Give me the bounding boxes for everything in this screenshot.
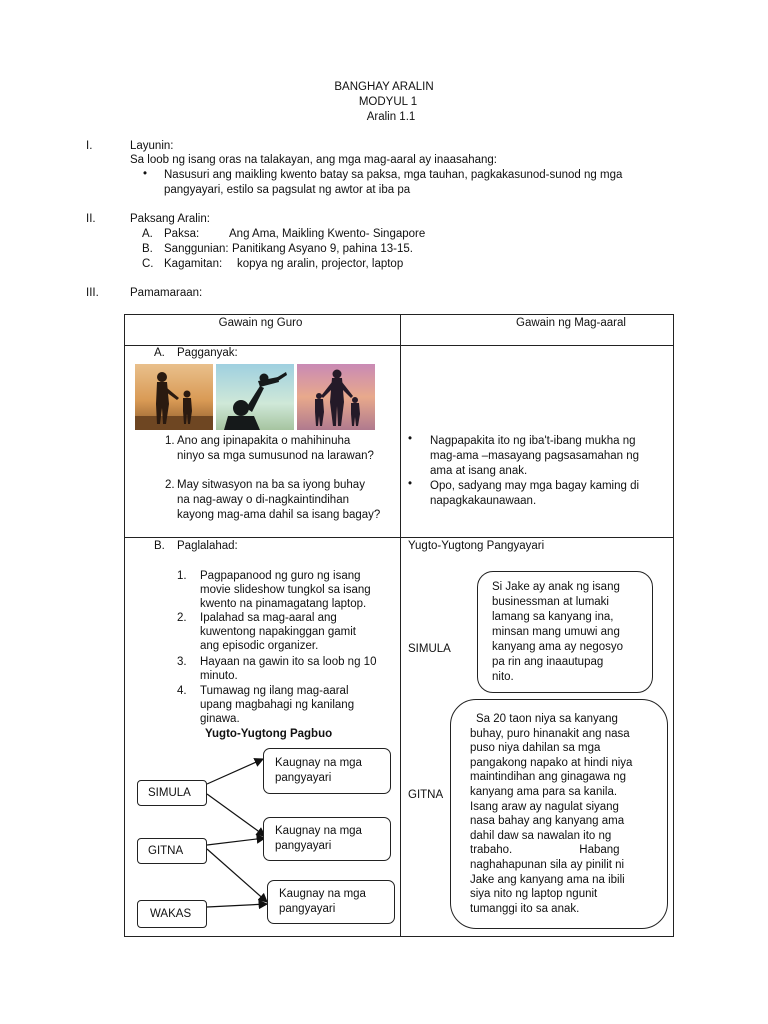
motivation-teacher-cell (125, 346, 401, 538)
item-a-value: Ang Ama, Maikling Kwento- Singapore (229, 228, 426, 240)
gitna-line-7: Isang araw ay nagulat siyang (470, 800, 619, 813)
motivation-letter: A. (154, 347, 165, 359)
question-1-line-2: ninyo sa mga sumusunod na larawan? (177, 450, 374, 462)
step-2-number: 2. (177, 612, 187, 624)
section-1-number: I. (86, 140, 93, 152)
organizer-simula-box (137, 780, 207, 806)
question-1-line-1: Ano ang ipinapakita o mahihinuha (177, 435, 351, 447)
item-a-letter: A. (142, 228, 153, 240)
presentation-letter: B. (154, 540, 165, 552)
presentation-title: Paglalahad: (177, 540, 238, 552)
organizer-arrows (125, 538, 401, 937)
question-2-line-1: May sitwasyon na ba sa iyong buhay (177, 479, 365, 491)
event-box-wakas-line-2: pangyayari (279, 902, 336, 915)
gitna-line-5: maintindihan ang ginagawa ng (470, 771, 627, 784)
event-box-simula (263, 748, 391, 794)
simula-line-1: Si Jake ay anak ng isang (492, 581, 620, 593)
bullet-icon: • (408, 433, 413, 445)
item-b-label: Sanggunian: (164, 243, 229, 255)
doc-title: BANGHAY ARALIN (334, 81, 434, 93)
motivation-student-cell (401, 346, 674, 538)
procedure-table (124, 314, 674, 937)
step-4-line-1: Tumawag ng ilang mag-aaral (200, 685, 349, 697)
gitna-line-8: nasa bahay ang kanyang ama (470, 815, 625, 828)
gitna-line-6: kanyang ama para sa kanila. (470, 785, 618, 798)
answer-2-line-2: napagkakaunawaan. (430, 495, 537, 507)
organizer-wakas-label: WAKAS (150, 908, 192, 920)
event-box-gitna (263, 817, 391, 861)
gitna-line-4: pangakong napako at hindi niya (470, 756, 633, 769)
section-3-title: Pamamaraan: (130, 287, 203, 299)
student-organizer-title: Yugto-Yugtong Pangyayari (408, 540, 545, 552)
gitna-line-1: Sa 20 taon niya sa kanyang (476, 713, 618, 725)
gitna-line-14: tumanggi ito sa anak. (470, 902, 580, 915)
doc-module: MODYUL 1 (358, 96, 418, 108)
section-1-title: Layunin: (130, 140, 174, 152)
step-3-number: 3. (177, 656, 187, 668)
gitna-story-box (450, 699, 668, 929)
question-2-number: 2. (165, 479, 175, 491)
section-2-number: II. (86, 213, 96, 225)
item-b-value: Panitikang Asyano 9, pahina 13-15. (232, 243, 413, 255)
step-1-line-2: movie slideshow tungkol sa isang (200, 584, 371, 596)
step-4-line-3: ginawa. (200, 713, 240, 725)
question-2-line-2: na nag-away o di-nagkaintindihan (177, 494, 349, 506)
student-column-header (401, 315, 674, 346)
gitna-line-9: dahil daw sa nawalan ito ng (470, 829, 612, 842)
gitna-line-3: puso niya dahilan sa mga (470, 742, 601, 755)
simula-line-6: pa rin ang inaautupag (492, 655, 604, 668)
question-1-number: 1. (165, 435, 175, 447)
answer-1-line-3: ama at isang anak. (430, 465, 528, 477)
simula-line-5: kanyang ama ay negosyo (492, 640, 624, 653)
step-1-line-1: Pagpapanood ng guro ng isang (200, 570, 361, 582)
simula-line-7: nito. (492, 670, 514, 683)
answer-1-line-1: Nagpapakita ito ng iba't-ibang mukha ng (430, 435, 636, 447)
simula-line-2: businessman at lumaki (492, 595, 609, 608)
simula-story-box (477, 571, 653, 693)
item-c-value: kopya ng aralin, projector, laptop (237, 258, 404, 270)
step-4-line-2: upang magbahagi ng kanilang (200, 699, 355, 711)
family-silhouette-image (297, 364, 375, 430)
simula-line-4: minsan mang umuwi ang (492, 625, 620, 638)
teacher-column-header (125, 315, 401, 346)
bullet-icon: • (408, 478, 413, 490)
presentation-teacher-cell (125, 538, 401, 937)
question-2-line-3: kayong mag-ama dahil sa isang bagay? (177, 509, 381, 521)
event-box-simula-line-2: pangyayari (275, 771, 332, 784)
item-c-label: Kagamitan: (164, 258, 223, 270)
student-simula-label: SIMULA (408, 643, 451, 655)
father-lifting-child-image (216, 364, 294, 430)
organizer-wakas-box (137, 900, 207, 928)
gitna-line-10: trabaho. Habang (470, 844, 620, 857)
gitna-line-2: buhay, puro hinanakit ang nasa (470, 727, 630, 740)
step-2-line-3: ang episodic organizer. (200, 640, 319, 652)
section-1-intro: Sa loob ng isang oras na talakayan, ang mga mag-aaral ay inaasahang: (130, 154, 497, 166)
event-box-gitna-line-1: Kaugnay na mga (275, 825, 362, 837)
organizer-gitna-box (137, 838, 207, 864)
event-box-simula-line-1: Kaugnay na mga (275, 757, 362, 769)
event-box-wakas-line-1: Kaugnay na mga (279, 888, 366, 900)
step-2-line-1: Ipalahad sa mag-aaral ang (200, 612, 337, 624)
student-header-label: Gawain ng Mag-aaral (516, 317, 626, 329)
event-box-gitna-line-2: pangyayari (275, 839, 332, 852)
organizer-simula-label: SIMULA (148, 787, 191, 799)
item-a-label: Paksa: (164, 228, 200, 240)
step-3-line-1: Hayaan na gawin ito sa loob ng 10 (200, 656, 377, 668)
presentation-student-cell (401, 538, 674, 937)
step-1-line-3: kwento na pinamagatang laptop. (200, 598, 367, 610)
item-b-letter: B. (142, 243, 153, 255)
section-3-number: III. (86, 287, 99, 299)
father-child-walking-image (135, 364, 213, 430)
step-1-number: 1. (177, 570, 187, 582)
student-gitna-label: GITNA (408, 789, 444, 801)
simula-line-3: lamang sa kanyang ina, (492, 610, 614, 623)
step-2-line-2: kuwentong napakinggan gamit (200, 626, 357, 638)
bullet-icon: • (143, 168, 148, 180)
objective-line-2: pangyayari, estilo sa pagsulat ng awtor at iba pa (164, 184, 411, 196)
gitna-line-13: siya nito ng laptop ngunit (470, 888, 598, 901)
objective-line-1: Nasusuri ang maikling kwento batay sa paksa, mga tauhan, pagkakasunod-sunod ng mga (164, 169, 623, 181)
teacher-header-label: Gawain ng Guro (218, 317, 303, 329)
answer-2-line-1: Opo, sadyang may mga bagay kaming di (430, 480, 640, 492)
step-3-line-2: minuto. (200, 670, 238, 682)
gitna-line-12: Jake ang kanyang ama na ibili (470, 873, 625, 886)
event-box-wakas (267, 880, 395, 924)
gitna-line-11: naghahapunan sila ay pinilit ni (470, 858, 625, 871)
doc-lesson: Aralin 1.1 (366, 111, 416, 123)
motivation-title: Pagganyak: (177, 347, 238, 359)
organizer-gitna-label: GITNA (148, 845, 184, 857)
organizer-title: Yugto-Yugtong Pagbuo (205, 728, 333, 740)
item-c-letter: C. (142, 258, 154, 270)
section-2-title: Paksang Aralin: (130, 213, 210, 225)
answer-1-line-2: mag-ama –masayang pagsasamahan ng (430, 450, 640, 462)
step-4-number: 4. (177, 685, 187, 697)
